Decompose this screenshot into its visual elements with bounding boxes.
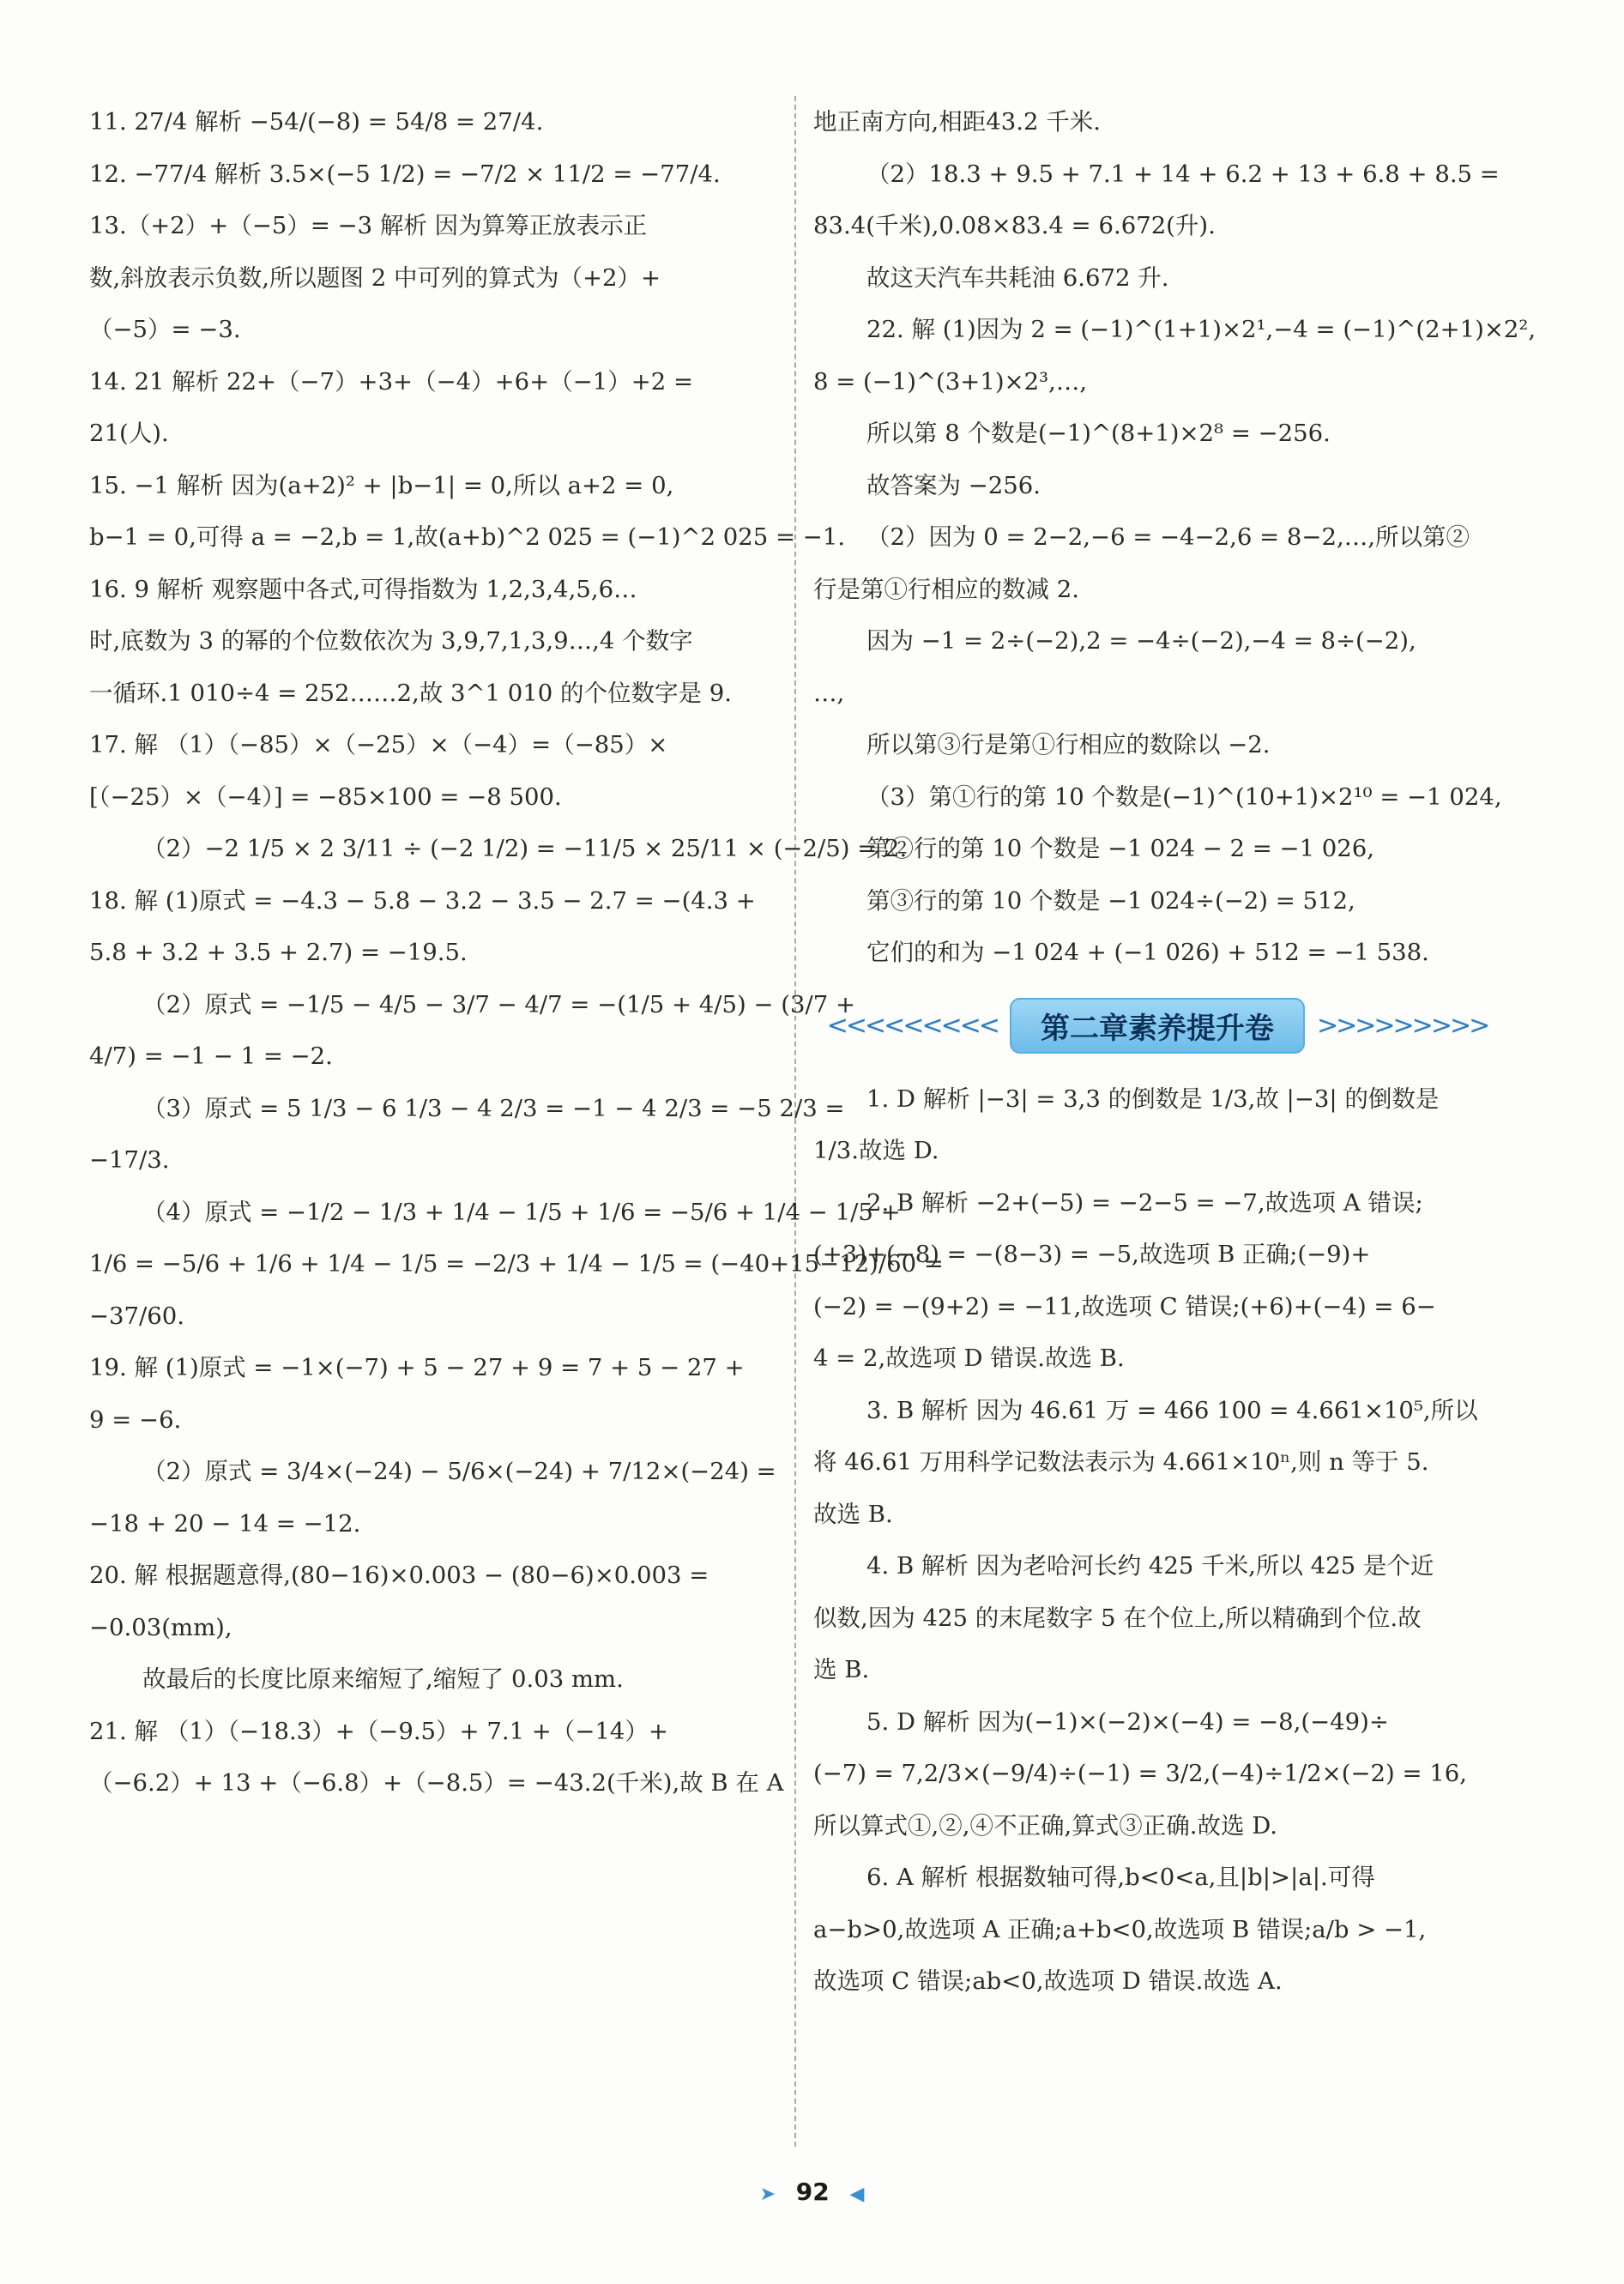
answer-line: 故选 B.	[813, 1500, 893, 1528]
left-arrow-icon: ◀	[849, 2184, 865, 2205]
answer-line: 1. D 解析 |−3| = 3,3 的倒数是 1/3,故 |−3| 的倒数是	[866, 1085, 1440, 1113]
answer-line: 它们的和为 −1 024 + (−1 026) + 512 = −1 538.	[866, 939, 1429, 966]
answer-line: …,	[813, 679, 845, 707]
answer-line: 似数,因为 425 的末尾数字 5 在个位上,所以精确到个位.故	[813, 1604, 1422, 1632]
answer-line: 21(人).	[89, 420, 169, 447]
answer-line: （2）因为 0 = 2−2,−6 = −4−2,6 = 8−2,…,所以第②	[866, 523, 1470, 551]
answer-line: 时,底数为 3 的幂的个位数依次为 3,9,7,1,3,9…,4 个数字	[89, 627, 693, 655]
answer-line: −17/3.	[89, 1146, 170, 1174]
answer-line: 5.8 + 3.2 + 3.5 + 2.7) = −19.5.	[89, 939, 468, 966]
answer-line: 将 46.61 万用科学记数法表示为 4.661×10ⁿ,则 n 等于 5.	[813, 1448, 1429, 1476]
answer-line: 第③行的第 10 个数是 −1 024÷(−2) = 512,	[866, 886, 1355, 915]
answer-line: 所以算式①,②,④不正确,算式③正确.故选 D.	[813, 1811, 1278, 1840]
answer-line: 13.（+2）+（−5）= −3 解析 因为算筹正放表示正	[89, 212, 648, 239]
answer-line: 11. 27/4 解析 −54/(−8) = 54/8 = 27/4.	[89, 108, 544, 136]
answer-line: 第②行的第 10 个数是 −1 024 − 2 = −1 026,	[866, 835, 1375, 862]
answer-line: (+3)+(−8) = −(8−3) = −5,故选项 B 正确;(−9)+	[813, 1241, 1371, 1268]
answer-line: 地正南方向,相距43.2 千米.	[813, 108, 1101, 136]
answer-line: 19. 解 (1)原式 = −1×(−7) + 5 − 27 + 9 = 7 + 5 − 27 +	[89, 1354, 745, 1381]
answer-line: 22. 解 (1)因为 2 = (−1)^(1+1)×2¹,−4 = (−1)^(2+1)×2²,	[866, 316, 1536, 343]
answer-line: −0.03(mm),	[89, 1613, 232, 1641]
answer-line: 12. −77/4 解析 3.5×(−5 1/2) = −7/2 × 11/2 = −77/4.	[89, 160, 721, 188]
answer-line: [（−25）×（−4）] = −85×100 = −8 500.	[89, 782, 562, 811]
section-title: 第二章素养提升卷	[1010, 998, 1305, 1054]
answer-line: 选 B.	[813, 1656, 870, 1683]
answer-line: 所以第 8 个数是(−1)^(8+1)×2⁸ = −256.	[866, 420, 1331, 447]
answer-line: 4. B 解析 因为老哈河长约 425 千米,所以 425 是个近	[866, 1552, 1434, 1580]
answer-line: （2）18.3 + 9.5 + 7.1 + 14 + 6.2 + 13 + 6.8 + 8.5 =	[866, 160, 1500, 188]
answer-line: 一循环.1 010÷4 = 252……2,故 3^1 010 的个位数字是 9.	[89, 679, 732, 707]
answer-line: 故选项 C 错误;ab<0,故选项 D 错误.故选 A.	[813, 1967, 1283, 1995]
answer-line: （4）原式 = −1/2 − 1/3 + 1/4 − 1/5 + 1/6 = −5/6 + 1/4 − 1/5 +	[142, 1198, 901, 1226]
answer-line: 4/7) = −1 − 1 = −2.	[89, 1042, 333, 1070]
chevrons-right-icon: >>>>>>>>>	[1317, 1011, 1488, 1041]
answer-line: 因为 −1 = 2÷(−2),2 = −4÷(−2),−4 = 8÷(−2),	[866, 627, 1416, 655]
answer-line: （2）−2 1/5 × 2 3/11 ÷ (−2 1/2) = −11/5 × 25/11 × (−2/5) = 2.	[142, 835, 908, 862]
answer-line: 4 = 2,故选项 D 错误.故选 B.	[813, 1344, 1125, 1372]
answer-line: 9 = −6.	[89, 1405, 182, 1434]
answer-line: 故答案为 −256.	[866, 471, 1041, 499]
answer-line: 16. 9 解析 观察题中各式,可得指数为 1,2,3,4,5,6…	[89, 575, 637, 603]
answer-line: 8 = (−1)^(3+1)×2³,…,	[813, 367, 1088, 396]
answer-line: （3）原式 = 5 1/3 − 6 1/3 − 4 2/3 = −1 − 4 2/3 = −5 2/3 =	[142, 1094, 845, 1122]
answer-line: （2）原式 = −1/5 − 4/5 − 3/7 − 4/7 = −(1/5 + 4/5) − (3/7 +	[142, 990, 856, 1018]
answer-line: 18. 解 (1)原式 = −4.3 − 5.8 − 3.2 − 3.5 − 2.7 = −(4.3 +	[89, 886, 756, 915]
answer-line: 2. B 解析 −2+(−5) = −2−5 = −7,故选项 A 错误;	[866, 1188, 1423, 1217]
page-number: 92	[795, 2178, 830, 2206]
answer-line: 故这天汽车共耗油 6.672 升.	[866, 263, 1169, 292]
answer-line: 17. 解 （1）（−85）×（−25）×（−4）=（−85）×	[89, 731, 668, 758]
chevrons-left-icon: <<<<<<<<<	[826, 1011, 998, 1041]
answer-line: 21. 解 （1）（−18.3）+（−9.5）+ 7.1 +（−14）+	[89, 1717, 668, 1745]
answer-line: a−b>0,故选项 A 正确;a+b<0,故选项 B 错误;a/b > −1,	[813, 1915, 1427, 1943]
section-banner	[813, 979, 1501, 1073]
answer-line: −18 + 20 − 14 = −12.	[89, 1509, 361, 1538]
right-column	[813, 96, 1536, 2008]
answer-line: b−1 = 0,可得 a = −2,b = 1,故(a+b)^2 025 = (−1)^2 025 = −1.	[89, 523, 846, 551]
answer-line: 1/6 = −5/6 + 1/6 + 1/4 − 1/5 = −2/3 + 1/4 − 1/5 = (−40+15−12)/60 =	[89, 1250, 944, 1278]
answer-line: 20. 解 根据题意得,(80−16)×0.003 − (80−6)×0.003 =	[89, 1562, 709, 1589]
answer-line: −37/60.	[89, 1302, 185, 1330]
answer-line: （3）第①行的第 10 个数是(−1)^(10+1)×2¹⁰ = −1 024,	[866, 782, 1502, 811]
answer-line: 故最后的长度比原来缩短了,缩短了 0.03 mm.	[142, 1665, 624, 1693]
answer-line: 83.4(千米),0.08×83.4 = 6.672(升).	[813, 212, 1216, 239]
answer-line: (−7) = 7,2/3×(−9/4)÷(−1) = 3/2,(−4)÷1/2×(−2) = 16,	[813, 1760, 1467, 1787]
answer-line: 数,斜放表示负数,所以题图 2 中可列的算式为（+2）+	[89, 263, 661, 292]
answer-line: 1/3.故选 D.	[813, 1137, 939, 1164]
answer-line: （−5）= −3.	[89, 316, 241, 343]
answer-line: 3. B 解析 因为 46.61 万 = 466 100 = 4.661×10⁵,所以	[866, 1396, 1478, 1424]
answer-line: 6. A 解析 根据数轴可得,b<0<a,且|b|>|a|.可得	[866, 1864, 1375, 1891]
answer-line: 15. −1 解析 因为(a+2)² + |b−1| = 0,所以 a+2 = 0,	[89, 471, 674, 499]
answer-line: 行是第①行相应的数减 2.	[813, 575, 1079, 603]
answer-line: 所以第③行是第①行相应的数除以 −2.	[866, 731, 1271, 758]
right-arrow-icon: ➤	[759, 2184, 776, 2205]
answer-line: 5. D 解析 因为(−1)×(−2)×(−4) = −8,(−49)÷	[866, 1707, 1389, 1736]
page-number-footer	[0, 2178, 1624, 2206]
answer-line: 14. 21 解析 22+（−7）+3+（−4）+6+（−1）+2 =	[89, 367, 694, 396]
answer-line: （−6.2）+ 13 +（−6.8）+（−8.5）= −43.2(千米),故 B 在 A	[89, 1769, 784, 1797]
answer-line: （2）原式 = 3/4×(−24) − 5/6×(−24) + 7/12×(−24) =	[142, 1458, 776, 1485]
answer-line: (−2) = −(9+2) = −11,故选项 C 错误;(+6)+(−4) = 6−	[813, 1292, 1436, 1320]
